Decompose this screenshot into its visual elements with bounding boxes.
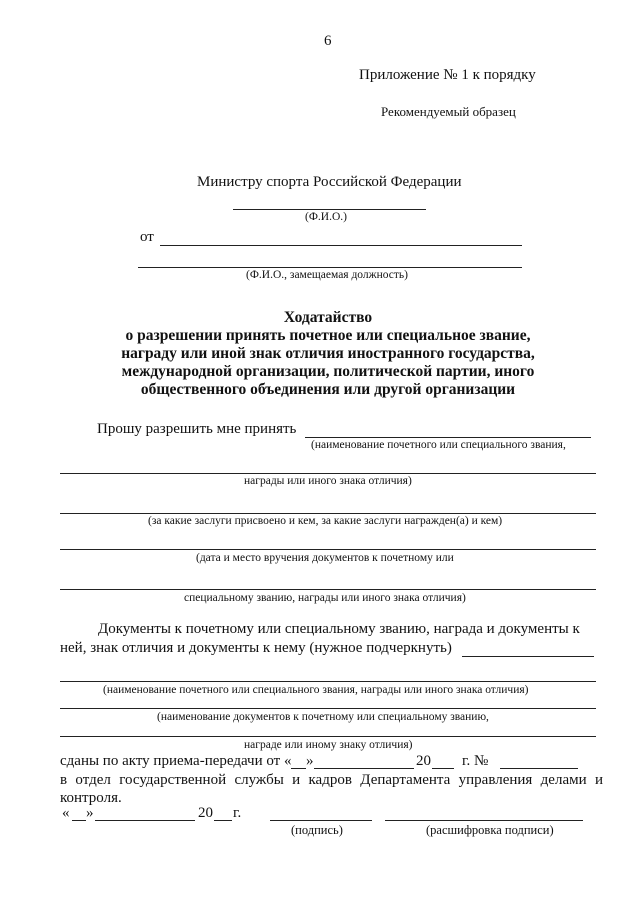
- addressee: Министру спорта Российской Федерации: [197, 174, 462, 190]
- fio-caption: (Ф.И.О.): [305, 211, 347, 223]
- documents-name-line: [60, 708, 596, 709]
- documents-line-2: ней, знак отличия и документы к нему (нужное подчеркнуть): [60, 640, 452, 656]
- document-title: Ходатайство: [283, 309, 373, 326]
- position-line: [138, 267, 522, 268]
- handed-number-line: [500, 768, 578, 769]
- handed-year-line: [432, 768, 454, 769]
- title-line-2: о разрешении принять почетное или специальное звание,: [125, 327, 531, 344]
- department-text: в отдел государственной службы и кадров Департамента управления делами и контроля.: [60, 772, 603, 806]
- caption-date-place: (дата и место вручения документов к почетному или: [196, 552, 454, 564]
- handed-month-line: [314, 768, 414, 769]
- title-line-4: международной организации, политической партии, иного: [121, 363, 535, 380]
- date-place-line-2: [60, 589, 596, 590]
- title-line-3: награду или иной знак отличия иностранного государства,: [121, 345, 535, 362]
- appendix-label: Приложение № 1 к порядку: [359, 67, 536, 83]
- merits-line: [60, 513, 596, 514]
- from-line: [160, 245, 522, 246]
- signature-line: [270, 820, 372, 821]
- request-text: Прошу разрешить мне принять: [97, 421, 297, 437]
- sign-quote-open: «: [62, 805, 70, 821]
- title-name-line: [60, 681, 596, 682]
- documents-line-1: Документы к почетному или специальному званию, награда и документы к: [98, 621, 580, 637]
- handed-over-prefix: сданы по акту приема-передачи от «: [60, 753, 292, 769]
- sign-day-line: [72, 820, 86, 821]
- signature-decode-caption: (расшифровка подписи): [426, 823, 554, 837]
- handed-quote-close: »: [306, 753, 314, 769]
- from-label: от: [140, 229, 154, 245]
- caption-date-place-2: специальному званию, награды или иного знака отличия): [184, 592, 466, 604]
- caption-award: награды или иного знака отличия): [244, 475, 412, 487]
- caption-documents-2: награде или иному знаку отличия): [244, 739, 413, 751]
- sign-year-suffix: г.: [233, 805, 242, 821]
- caption-documents: (наименование документов к почетному или специальному званию,: [157, 711, 489, 723]
- request-line: [305, 437, 591, 438]
- caption-title-name: (наименование почетного или специального звания,: [311, 439, 566, 451]
- sample-label: Рекомендуемый образец: [381, 104, 516, 119]
- title-line-5: общественного объединения или другой организации: [140, 381, 516, 398]
- fio-position-caption: (Ф.И.О., замещаемая должность): [246, 269, 408, 281]
- award-line: [60, 473, 596, 474]
- signature-caption: (подпись): [291, 823, 343, 837]
- caption-title-award: (наименование почетного или специального звания, награды или иного знака отличия): [103, 684, 529, 696]
- handed-day-line: [291, 768, 306, 769]
- page-number: 6: [324, 33, 332, 49]
- date-place-line: [60, 549, 596, 550]
- handed-year-prefix: 20: [416, 753, 431, 769]
- underline-choice-line: [462, 656, 594, 657]
- sign-quote-close: »: [86, 805, 94, 821]
- sign-year-prefix: 20: [198, 805, 213, 821]
- handed-year-suffix: г. №: [462, 753, 489, 769]
- sign-month-line: [95, 820, 195, 821]
- caption-merits: (за какие заслуги присвоено и кем, за какие заслуги награжден(а) и кем): [148, 515, 503, 527]
- sign-year-line: [214, 820, 232, 821]
- signature-decode-line: [385, 820, 583, 821]
- documents-name-line-2: [60, 736, 596, 737]
- fio-line: [233, 209, 426, 210]
